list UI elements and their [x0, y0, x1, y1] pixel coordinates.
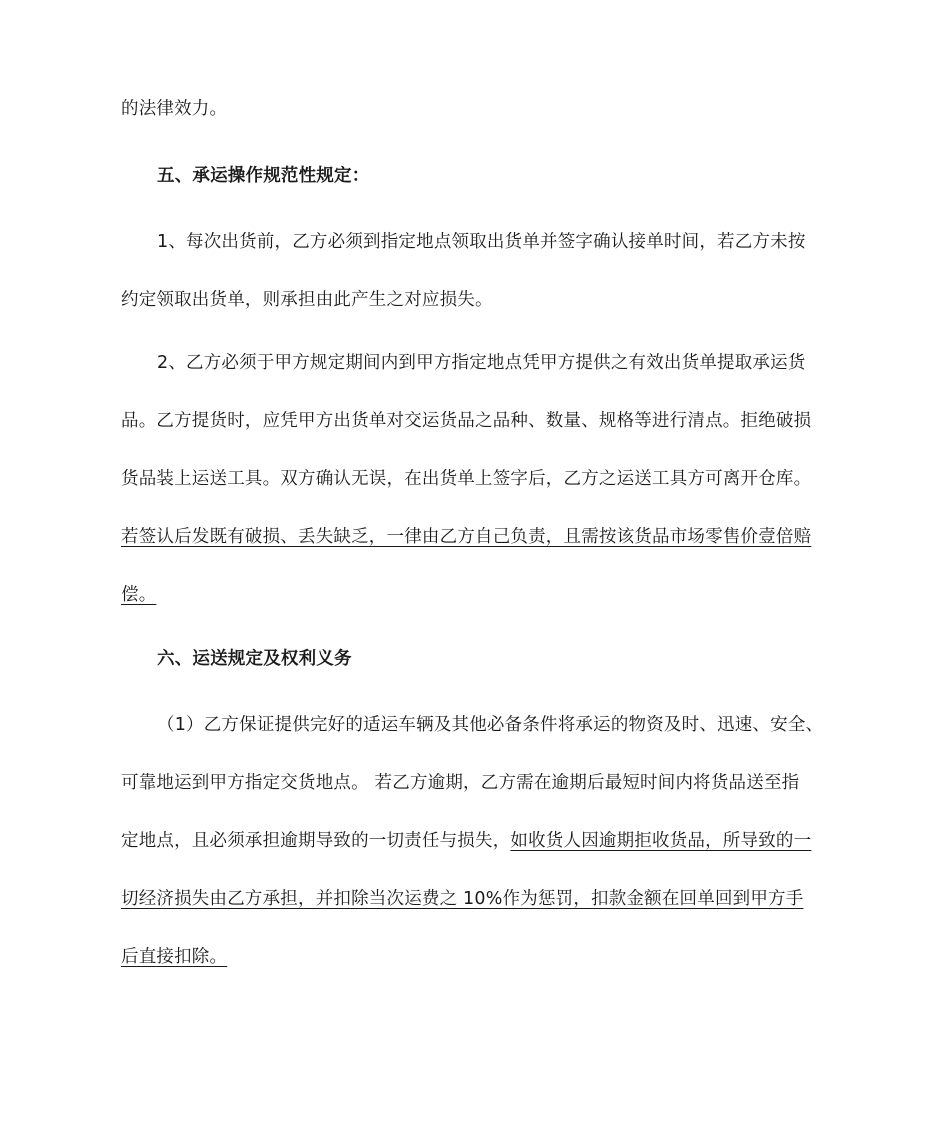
- section-heading-6: 六、运送规定及权利义务: [157, 649, 352, 669]
- clause-2-line-2: 品。乙方提货时，应凭甲方出货单对交运货品之品种、数量、规格等进行清点。拒绝破损: [121, 411, 812, 431]
- clause-6-1-line-3: [121, 829, 811, 853]
- clause-6-1-line-1: （1）乙方保证提供完好的适运车辆及其他必备条件将承运的物资及时、迅速、安全、: [157, 715, 824, 735]
- clause-2-line-4: 若签认后发既有破损、丢失缺乏，一律由乙方自己负责，且需按该货品市场零售价壹倍赔: [121, 527, 812, 547]
- section-heading-5: 五、承运操作规范性规定：: [157, 166, 370, 186]
- clause-2-line-3: 货品装上运送工具。双方确认无误，在出货单上签字后，乙方之运送工具方可离开仓库。: [121, 469, 812, 489]
- clause-6-1-line-4: 切经济损失由乙方承担，并扣除当次运费之 10%作为惩罚，扣款金额在回单回到甲方手: [121, 889, 804, 909]
- clause-1-line-1: 1、每次出货前，乙方必须到指定地点领取出货单并签字确认接单时间，若乙方未按: [157, 232, 806, 252]
- clause-6-1-line-2: 可靠地运到甲方指定交货地点。 若乙方逾期，乙方需在逾期后最短时间内将货品送至指: [121, 773, 800, 793]
- clause-2-line-1: 2、乙方必须于甲方规定期间内到甲方指定地点凭甲方提供之有效出货单提取承运货: [157, 353, 806, 373]
- clause-6-1-line-3-underlined: 如收货人因逾期拒收货品，所导致的一: [510, 831, 812, 851]
- clause-1-line-2: 约定领取出货单，则承担由此产生之对应损失。: [121, 290, 493, 310]
- clause-2-line-5: 偿。: [121, 585, 157, 605]
- clause-6-1-line-3-plain: 定地点，且必须承担逾期导致的一切责任与损失，: [121, 831, 511, 851]
- paragraph-tail-line: 的法律效力。: [121, 99, 228, 119]
- clause-6-1-line-5: 后直接扣除。: [121, 947, 228, 967]
